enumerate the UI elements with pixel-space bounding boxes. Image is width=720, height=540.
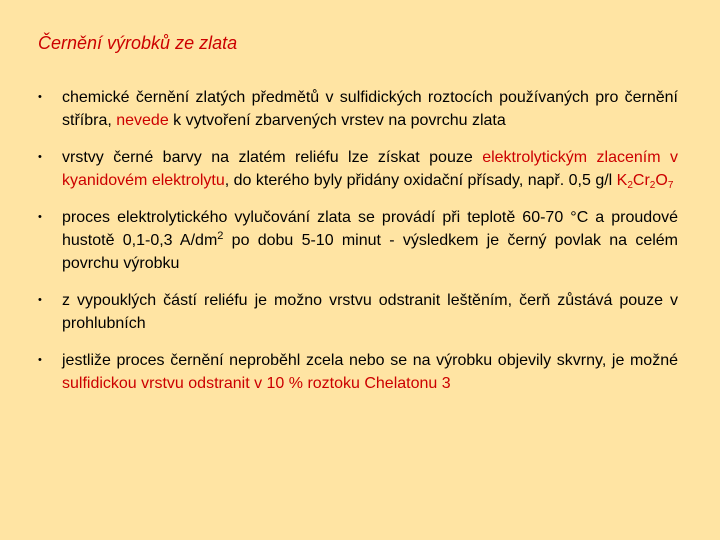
bullet-text: chemické černění zlatých předmětů v sulfidických roztocích používaných pro černění stříbra, [62,89,678,129]
bullet-dot: • [38,354,42,366]
bullet-text: proces elektrolytického vylučování zlata se provádí při teplotě 60-70 °C a proudové hustotě 0,1-0,3 A/dm [62,209,678,249]
highlight-text: elektrolytickým zlacením v kyanidovém elektrolytu [62,149,679,189]
bullet-text: z vypouklých částí reliéfu je možno vrstvu odstranit leštěním, čerň zůstává pouze v prohlubních [62,292,678,332]
bullet-text: jestliže proces černění neproběhl zcela nebo se na výrobku objevily skvrny, je možné [62,352,678,369]
bullet-dot: • [38,294,42,306]
bullet-text: po dobu 5-10 minut - výsledkem je černý povlak na celém povrchu výrobku [62,232,678,272]
bullet-item [38,146,678,192]
highlight-text: sulfidickou vrstvu odstranit v 10 % roztoku Chelatonu 3 [62,375,451,392]
superscript: 2 [217,230,224,242]
bullet-item [38,206,678,275]
highlight-text: nevede [116,112,169,129]
chemical-formula: $K_2Cr_2O_7$ [616,172,674,191]
bullet-item [38,349,678,395]
bullet-dot: • [38,211,42,223]
bullet-text: vrstvy černé barvy na zlatém reliéfu lze získat pouze [62,149,483,166]
bullet-dot: • [38,91,42,103]
bullet-item [38,289,678,335]
bullet-list [38,86,678,395]
slide-title: Černění výrobků ze zlata [38,33,238,53]
bullet-item [38,86,678,132]
bullet-dot: • [38,151,42,163]
bullet-text: k vytvoření zbarvených vrstev na povrchu zlata [168,112,506,129]
bullet-text: , do kterého byly přidány oxidační přísady, např. 0,5 g/l [224,172,617,189]
